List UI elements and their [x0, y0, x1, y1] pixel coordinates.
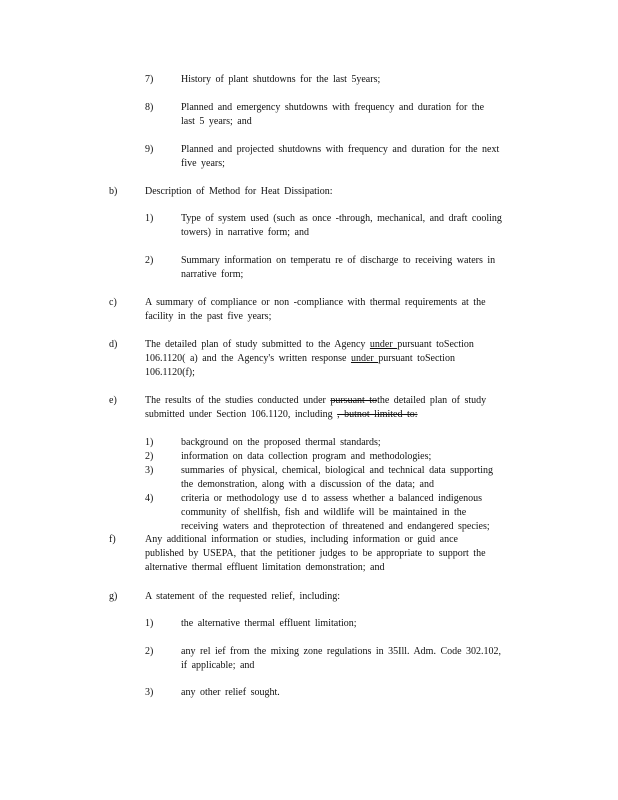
- list-marker: 7): [145, 74, 154, 85]
- list-item-text: background on the proposed thermal standards;: [181, 437, 381, 448]
- text-span: 106.1120( a) and the Agency's written response: [145, 353, 351, 364]
- list-marker: 2): [145, 255, 154, 266]
- list-marker: 3): [145, 687, 154, 698]
- list-item-text: Summary information on temperatu re of discharge to receiving waters in: [181, 255, 496, 266]
- list-marker: 9): [145, 144, 154, 155]
- list-item-text: the demonstration, along with a discussion of the data; and: [181, 479, 434, 490]
- section-text: alternative thermal effluent limitation demonstration; and: [145, 562, 385, 573]
- section-text: [145, 352, 455, 365]
- text-span: The detailed plan of study submitted to the Agency: [145, 339, 370, 350]
- list-item-text: History of plant shutdowns for the last 5years;: [181, 74, 381, 85]
- text-span: pursuant toSection: [397, 339, 474, 350]
- list-marker: 4): [145, 493, 154, 504]
- list-item-text: Planned and projected shutdowns with frequency and duration for the next: [181, 144, 500, 155]
- list-marker: 1): [145, 618, 154, 629]
- section-marker: c): [109, 297, 117, 308]
- underlined-insertion: under: [369, 339, 398, 350]
- list-marker: 8): [145, 102, 154, 113]
- section-text: Any additional information or studies, including information or guid ance: [145, 534, 458, 545]
- list-item-text: towers) in narrative form; and: [181, 227, 309, 238]
- text-span: pursuant toSection: [378, 353, 455, 364]
- list-item-text: Planned and emergency shutdowns with frequency and duration for the: [181, 102, 485, 113]
- struck-deletion: pursuant to: [330, 395, 378, 406]
- list-item-text: if applicable; and: [181, 660, 255, 671]
- list-item-text: community of shellfish, fish and wildlife will be maintained in the: [181, 507, 467, 518]
- text-span: submitted under Section 106.1120, including: [145, 409, 338, 420]
- list-marker: 1): [145, 213, 154, 224]
- section-marker: d): [109, 339, 118, 350]
- section-text: published by USEPA, that the petitioner judges to be appropriate to support the: [145, 548, 486, 559]
- list-item-text: the alternative thermal effluent limitation;: [181, 618, 357, 629]
- section-marker: e): [109, 395, 117, 406]
- section-heading: A statement of the requested relief, including:: [145, 591, 340, 602]
- list-item-text: Type of system used (such as once -through, mechanical, and draft cooling: [181, 213, 502, 224]
- section-text: 106.1120(f);: [145, 367, 195, 378]
- list-item-text: five years;: [181, 158, 225, 169]
- section-marker: g): [109, 591, 118, 602]
- list-marker: 2): [145, 646, 154, 657]
- underlined-insertion: under: [350, 353, 379, 364]
- text-span: the detailed plan of study: [377, 395, 487, 406]
- list-item-text: narrative form;: [181, 269, 244, 280]
- list-item-text: criteria or methodology use d to assess whether a balanced indigenous: [181, 493, 483, 504]
- section-text: [145, 338, 474, 351]
- list-item-text: any rel ief from the mixing zone regulations in 35Ill. Adm. Code 302.102,: [181, 646, 502, 657]
- section-marker: b): [109, 186, 118, 197]
- section-marker: f): [109, 534, 116, 545]
- section-text: A summary of compliance or non -compliance with thermal requirements at the: [145, 297, 486, 308]
- section-text: [145, 394, 486, 407]
- list-marker: 1): [145, 437, 154, 448]
- list-item-text: information on data collection program and methodologies;: [181, 451, 432, 462]
- text-span: The results of the studies conducted under: [145, 395, 331, 406]
- list-marker: 3): [145, 465, 154, 476]
- section-text: facility in the past five years;: [145, 311, 272, 322]
- section-heading: Description of Method for Heat Dissipation:: [145, 186, 333, 197]
- list-marker: 2): [145, 451, 154, 462]
- list-item-text: any other relief sought.: [181, 687, 280, 698]
- list-item-text: receiving waters and theprotection of threatened and endangered species;: [181, 521, 490, 532]
- list-item-text: summaries of physical, chemical, biological and technical data supporting: [181, 465, 494, 476]
- list-item-text: last 5 years; and: [181, 116, 252, 127]
- section-text: [145, 408, 418, 421]
- struck-deletion: , butnot limited to:: [337, 409, 418, 420]
